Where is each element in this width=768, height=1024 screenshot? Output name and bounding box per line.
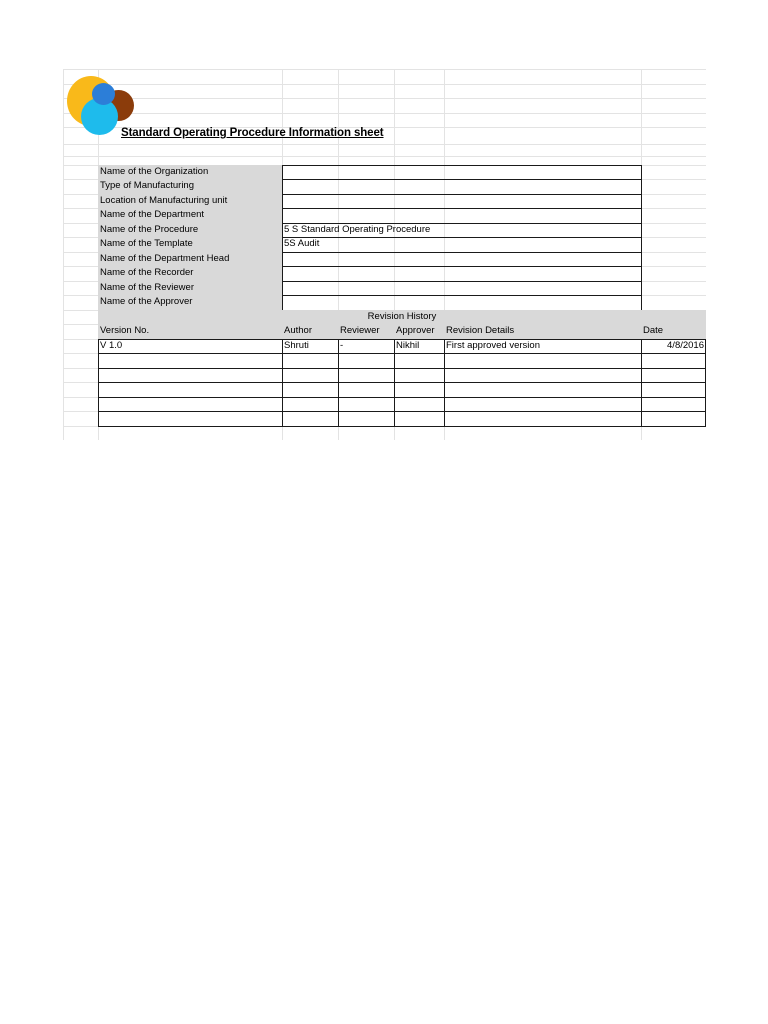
info-value bbox=[282, 179, 641, 194]
info-label: Name of the Recorder bbox=[98, 266, 282, 281]
table-cell: First approved version bbox=[446, 339, 540, 351]
table-cell: 4/8/2016 bbox=[667, 339, 704, 351]
info-value bbox=[282, 165, 641, 180]
table-cell bbox=[282, 353, 338, 368]
info-label: Name of the Organization bbox=[98, 165, 282, 180]
table-cell bbox=[641, 397, 706, 412]
info-label: Name of the Template bbox=[98, 237, 282, 252]
info-value bbox=[282, 208, 641, 223]
info-value bbox=[282, 281, 641, 296]
info-label: Name of the Reviewer bbox=[98, 281, 282, 296]
table-cell bbox=[98, 397, 282, 412]
table-cell bbox=[338, 382, 394, 397]
info-value bbox=[282, 266, 641, 281]
column-header: Revision Details bbox=[444, 324, 641, 339]
spreadsheet-page bbox=[63, 69, 706, 440]
table-cell bbox=[98, 382, 282, 397]
table-cell bbox=[641, 411, 706, 426]
info-value bbox=[282, 252, 641, 267]
table-cell bbox=[394, 397, 444, 412]
info-label: Name of the Procedure bbox=[98, 223, 282, 238]
table-cell bbox=[641, 368, 706, 383]
logo-blue-circle bbox=[92, 83, 115, 105]
table-cell bbox=[394, 368, 444, 383]
table-cell bbox=[394, 382, 444, 397]
column-header: Author bbox=[282, 324, 338, 339]
table-cell bbox=[338, 368, 394, 383]
info-label: Name of the Approver bbox=[98, 295, 282, 310]
column-header: Approver bbox=[394, 324, 444, 339]
table-cell bbox=[282, 397, 338, 412]
info-label: Name of the Department bbox=[98, 208, 282, 223]
table-cell: V 1.0 bbox=[100, 339, 123, 351]
table-cell bbox=[444, 397, 641, 412]
table-cell bbox=[98, 368, 282, 383]
info-value bbox=[282, 194, 641, 209]
table-cell bbox=[641, 353, 706, 368]
table-cell bbox=[282, 368, 338, 383]
column-header: Date bbox=[641, 324, 706, 339]
table-cell bbox=[641, 382, 706, 397]
info-label: Type of Manufacturing bbox=[98, 179, 282, 194]
page-title: Standard Operating Procedure Information sheet bbox=[121, 127, 384, 139]
info-value: 5 S Standard Operating Procedure bbox=[284, 223, 431, 235]
table-cell bbox=[394, 353, 444, 368]
info-value: 5S Audit bbox=[284, 238, 320, 249]
info-label: Location of Manufacturing unit bbox=[98, 194, 282, 209]
info-label: Name of the Department Head bbox=[98, 252, 282, 267]
table-cell bbox=[444, 382, 641, 397]
table-cell bbox=[338, 397, 394, 412]
table-cell bbox=[394, 411, 444, 426]
table-cell bbox=[444, 353, 641, 368]
table-cell: - bbox=[340, 339, 344, 351]
table-cell bbox=[282, 411, 338, 426]
table-cell bbox=[338, 353, 394, 368]
table-cell bbox=[282, 382, 338, 397]
table-cell bbox=[98, 353, 282, 368]
table-cell bbox=[98, 411, 282, 426]
revision-history-title: Revision History bbox=[98, 310, 706, 325]
table-cell: Shruti bbox=[284, 339, 309, 351]
table-cell bbox=[444, 411, 641, 426]
info-value bbox=[282, 295, 641, 310]
column-header: Version No. bbox=[98, 324, 282, 339]
table-cell bbox=[444, 368, 641, 383]
column-header: Reviewer bbox=[338, 324, 394, 339]
table-cell bbox=[338, 411, 394, 426]
logo bbox=[67, 74, 133, 134]
table-cell: Nikhil bbox=[396, 339, 420, 351]
